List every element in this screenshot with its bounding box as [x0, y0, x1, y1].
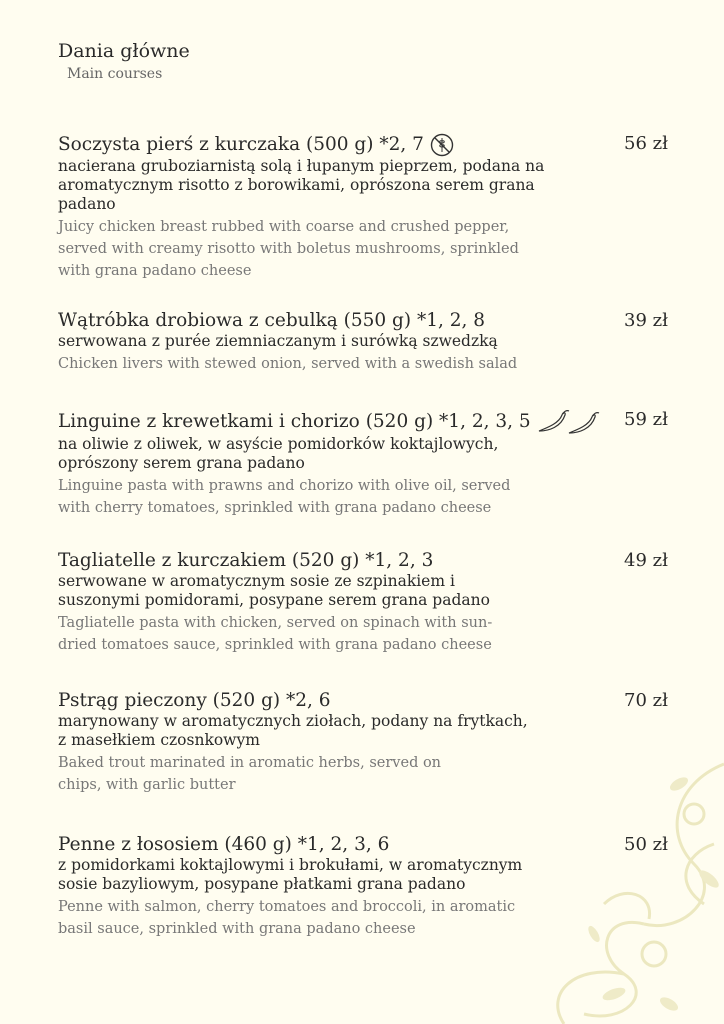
- dish-description-en: Linguine pasta with prawns and chorizo with olive oil, served with cherry tomatoes, sprinkled with grana padano cheese: [58, 478, 511, 516]
- dish-description-pl: serwowane w aromatycznym sosie ze szpinakiem i suszonymi pomidorami, posypane serem grana padano: [58, 572, 490, 609]
- dish-name: Linguine z krewetkami i chorizo (520 g) *1, 2, 3, 5: [58, 411, 531, 432]
- dish-description-en: Tagliatelle pasta with chicken, served on spinach with sun-dried tomatoes sauce, sprinkled with grana padano cheese: [58, 615, 493, 653]
- menu-item: [58, 690, 668, 796]
- dish-description-pl: z pomidorkami koktajlowymi i brokułami, w aromatycznym sosie bazyliowym, posypane płatkami grana padano: [58, 856, 523, 893]
- no-gluten-icon: [430, 133, 454, 157]
- dish-name: Tagliatelle z kurczakiem (520 g) *1, 2, 3: [58, 550, 434, 571]
- chili-pepper-icon: [537, 409, 603, 435]
- dish-description-pl: marynowany w aromatycznych ziołach, podany na frytkach, z masełkiem czosnkowym: [58, 712, 528, 749]
- dish-price: 39 zł: [624, 310, 668, 331]
- dish-description-en: Chicken livers with stewed onion, served with a swedish salad: [58, 356, 518, 372]
- dish-price: 50 zł: [624, 834, 668, 855]
- dish-name: Penne z łososiem (460 g) *1, 2, 3, 6: [58, 834, 390, 855]
- menu-item: [58, 310, 668, 375]
- dish-name: Wątróbka drobiowa z cebulką (550 g) *1, 2, 8: [58, 310, 486, 331]
- menu-item: [58, 834, 668, 940]
- menu-item: [58, 409, 668, 519]
- section-subtitle: Main courses: [67, 66, 163, 82]
- dish-name: Pstrąg pieczony (520 g) *2, 6: [58, 690, 331, 711]
- dish-price: 56 zł: [624, 133, 668, 154]
- dish-price: 70 zł: [624, 690, 668, 711]
- section-header: [58, 40, 190, 82]
- dish-description-en: Baked trout marinated in aromatic herbs, served on chips, with garlic butter: [58, 755, 442, 793]
- dish-price: 59 zł: [624, 409, 668, 430]
- menu-item: [58, 133, 668, 282]
- dish-description-en: Juicy chicken breast rubbed with coarse and crushed pepper, served with creamy risotto with boletus mushrooms, sprinkled with grana padano cheese: [58, 219, 519, 279]
- section-title: Dania główne: [58, 40, 190, 62]
- dish-name: Soczysta pierś z kurczaka (500 g) *2, 7: [58, 134, 424, 155]
- dish-description-en: Penne with salmon, cherry tomatoes and broccoli, in aromatic basil sauce, sprinkled with grana padano cheese: [58, 899, 516, 937]
- dish-price: 49 zł: [624, 550, 668, 571]
- menu-item: [58, 550, 668, 656]
- dish-description-pl: serwowana z purée ziemniaczanym i surówką szwedzką: [58, 332, 498, 350]
- dish-description-pl: nacierana gruboziarnistą solą i łupanym pieprzem, podana na aromatycznym risotto z borowikami, oprószona serem grana padano: [58, 157, 545, 213]
- dish-description-pl: na oliwie z oliwek, w asyście pomidorków koktajlowych, oprószony serem grana padano: [58, 435, 499, 472]
